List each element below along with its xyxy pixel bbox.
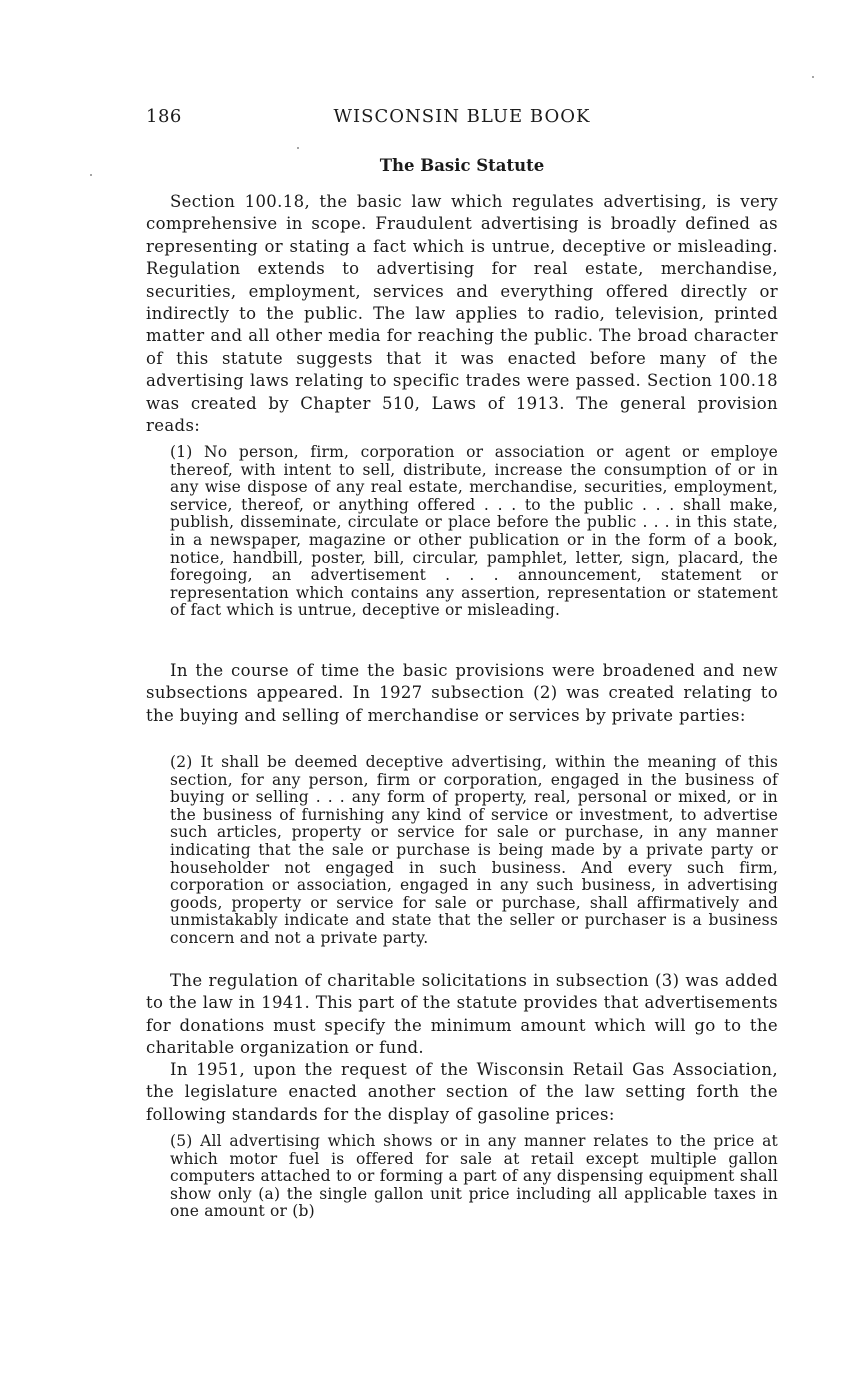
running-title: WISCONSIN BLUE BOOK: [333, 106, 591, 127]
paragraph-subsection-2-intro: In the course of time the basic provisions were broadened and new subsections appeared. In 1927 subsection (2) was created relating to the buying and selling of merchandise or services by private parties:: [146, 661, 778, 725]
quote-block-2: [146, 754, 778, 948]
paragraph-intro: Section 100.18, the basic law which regulates advertising, is very comprehensive in scope. Fraudulent advertising is broadly defined as representing or stating a fact which is untrue, deceptive or misleading. Regulation extends to advertising for real estate, merchandise, securities, employment, services and everything offered directly or indirectly to the public. The law applies to radio, television, printed matter and all other media for reaching the public. The broad character of this statute suggests that it was enacted before many of the advertising laws relating to specific trades were passed. Section 100.18 was created by Chapter 510, Laws of 1913. The general provision reads:: [146, 192, 778, 436]
quote-block-3: [146, 1133, 778, 1221]
section-title: The Basic Statute: [379, 156, 545, 175]
stray-mark: [812, 76, 814, 78]
body-block-4: [146, 1059, 778, 1126]
stray-mark: [90, 174, 92, 176]
statute-quote-subsection-1: (1) No person, firm, corporation or association or agent or employe thereof, with intent to sell, distribute, increase the consumption of or in any wise dispose of any real estate, merchandise, securities, employment, service, thereof, or anything offered . . . to the public . . . shall make, publish, disseminate, circulate or place before the public . . . in this state, in a newspaper, magazine or other publication or in the form of a book, notice, handbill, poster, bill, circular, pamphlet, letter, sign, placard, the foregoing, an advertisement . . . announcement, statement or representation which contains any assertion, representation or statement of fact which is untrue, deceptive or misleading.: [170, 443, 778, 620]
paragraph-subsection-3: The regulation of charitable solicitations in subsection (3) was added to the law in 1941. This part of the statute provides that advertisements for donations must specify the minimum amount which will go to the charitable organization or fund.: [146, 971, 778, 1058]
paragraph-gasoline-intro: In 1951, upon the request of the Wisconsin Retail Gas Association, the legislature enacted another section of the law setting forth the following standards for the display of gasoline prices:: [146, 1060, 778, 1124]
running-header: [146, 106, 778, 130]
page-number: 186: [146, 106, 182, 127]
body-block-3: [146, 970, 778, 1060]
statute-quote-subsection-2: (2) It shall be deemed deceptive advertising, within the meaning of this section, for any person, firm or corporation, engaged in the business of buying or selling . . . any form of property, real, personal or mixed, or in the business of furnishing any kind of service or investment, to advertise such articles, property or service for sale or purchase, in any manner indicating that the sale or purchase is being made by a private party or householder not engaged in such business. And every such firm, corporation or association, engaged in any such business, in advertising goods, property or service for sale or purchase, shall affirmatively and unmistakably indicate and state that the seller or purchaser is a business concern and not a private party.: [170, 753, 778, 947]
stray-mark: [297, 147, 299, 149]
quote-block-1: [146, 444, 778, 620]
body-block-2: [146, 660, 778, 727]
statute-quote-subsection-5: (5) All advertising which shows or in any manner relates to the price at which motor fuel is offered for sale at retail except multiple gallon computers attached to or forming a part of any dispensing equipment shall show only (a) the single gallon unit price including all applicable taxes in one amount or (b): [170, 1132, 778, 1221]
body-block-1: [146, 191, 778, 437]
